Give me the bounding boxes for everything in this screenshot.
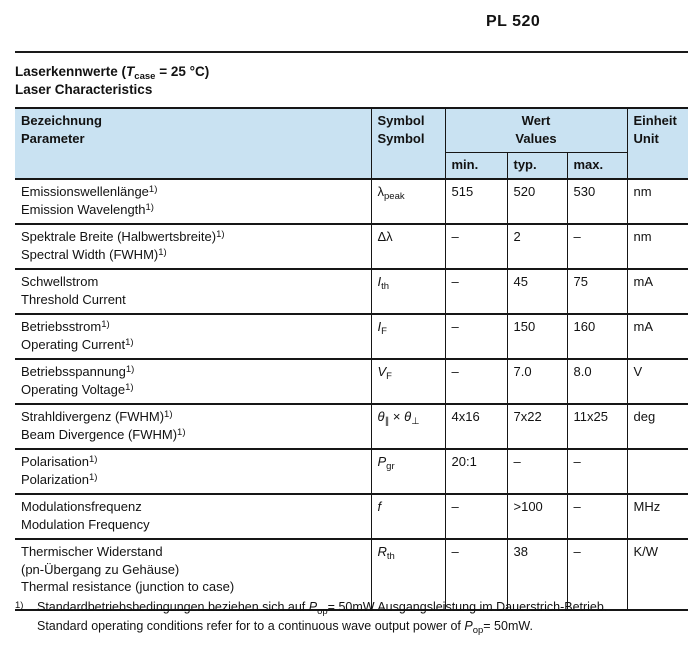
max-value-cell: – xyxy=(567,449,627,494)
column-header-min: min. xyxy=(445,153,507,180)
unit-cell: MHz xyxy=(627,494,688,539)
parameter-line: Betriebsspannung$^{1)}$ xyxy=(21,364,135,379)
symbol-cell: $\theta_\parallel \times \theta_\perp$ xyxy=(371,404,445,449)
parameter-line: Spektrale Breite (Halbwertsbreite)$^{1)}$ xyxy=(21,229,225,244)
parameter-line: (pn-Übergang zu Gehäuse) xyxy=(21,561,180,577)
symbol-cell: $I_{th}$ xyxy=(371,269,445,314)
max-value-cell: 75 xyxy=(567,269,627,314)
symbol-cell: $I_F$ xyxy=(371,314,445,359)
parameter-cell xyxy=(15,449,371,494)
product-title: PL 520 xyxy=(486,13,541,30)
typ-value-cell: >100 xyxy=(507,494,567,539)
parameter-line: Spectral Width (FWHM)$^{1)}$ xyxy=(21,246,167,262)
table-row xyxy=(15,449,688,494)
symbol-cell: $P_{gr}$ xyxy=(371,449,445,494)
min-value-cell: 4x16 xyxy=(445,404,507,449)
parameter-line: Thermal resistance (junction to case) xyxy=(21,579,235,594)
section-title-de: Laserkennwerte ($T_{case} = 25$ °C) xyxy=(15,64,210,82)
table-row xyxy=(15,314,688,359)
section-title-en: Laser Characteristics xyxy=(15,82,153,97)
unit-cell: mA xyxy=(627,314,688,359)
max-value-cell: 8.0 xyxy=(567,359,627,404)
min-value-cell: – xyxy=(445,224,507,269)
parameter-line: Operating Current$^{1)}$ xyxy=(21,336,134,352)
unit-cell: V xyxy=(627,359,688,404)
max-value-cell: – xyxy=(567,539,627,610)
min-value-cell: – xyxy=(445,539,507,610)
min-value-cell: – xyxy=(445,494,507,539)
typ-value-cell: 520 xyxy=(507,179,567,224)
parameter-line: Emission Wavelength$^{1)}$ xyxy=(21,201,154,217)
unit-cell: nm xyxy=(627,179,688,224)
symbol-cell: $V_F$ xyxy=(371,359,445,404)
typ-value-cell: 2 xyxy=(507,224,567,269)
symbol-cell: $\lambda_{peak}$ xyxy=(371,179,445,224)
footnote-line-de: Standardbetriebsbedingungen beziehen sich auf $P_{op}= 50mW$ Ausgangsleistung im Dauerstrich-Betrieb. xyxy=(37,600,608,617)
unit-cell: K/W xyxy=(627,539,688,610)
footnote xyxy=(15,598,688,636)
parameter-cell xyxy=(15,269,371,314)
max-value-cell: – xyxy=(567,494,627,539)
min-value-cell: 20:1 xyxy=(445,449,507,494)
column-header-typ: typ. xyxy=(507,153,567,180)
parameter-line: Operating Voltage$^{1)}$ xyxy=(21,381,134,397)
parameter-line: Modulationsfrequenz xyxy=(21,499,142,514)
column-header-unit: Einheit Unit xyxy=(627,108,688,179)
min-value-cell: 515 xyxy=(445,179,507,224)
unit-cell: mA xyxy=(627,269,688,314)
parameter-line: Polarisation$^{1)}$ xyxy=(21,454,98,469)
parameter-cell xyxy=(15,359,371,404)
section-heading xyxy=(15,63,209,99)
parameter-line: Thermischer Widerstand xyxy=(21,544,163,559)
footnote-marker: 1) xyxy=(15,600,24,611)
symbol-cell: $R_{th}$ xyxy=(371,539,445,610)
typ-value-cell: 7.0 xyxy=(507,359,567,404)
min-value-cell: – xyxy=(445,359,507,404)
parameter-line: Threshold Current xyxy=(21,291,126,307)
column-header-values: Wert Values xyxy=(445,108,627,153)
max-value-cell: 160 xyxy=(567,314,627,359)
parameter-line: Emissionswellenlänge$^{1)}$ xyxy=(21,184,158,199)
parameter-cell xyxy=(15,404,371,449)
unit-cell xyxy=(627,449,688,494)
parameter-line: Polarization$^{1)}$ xyxy=(21,471,98,487)
table-row xyxy=(15,494,688,539)
parameter-line: Beam Divergence (FWHM)$^{1)}$ xyxy=(21,426,186,442)
max-value-cell: 530 xyxy=(567,179,627,224)
unit-cell: nm xyxy=(627,224,688,269)
parameter-line: Schwellstrom xyxy=(21,274,99,289)
column-header-symbol: Symbol Symbol xyxy=(371,108,445,179)
table-row xyxy=(15,404,688,449)
table-header xyxy=(15,108,688,179)
typ-value-cell: 7x22 xyxy=(507,404,567,449)
parameter-cell xyxy=(15,494,371,539)
parameter-cell xyxy=(15,314,371,359)
typ-value-cell: 150 xyxy=(507,314,567,359)
table-body xyxy=(15,179,688,610)
column-header-max: max. xyxy=(567,153,627,180)
table-row xyxy=(15,269,688,314)
min-value-cell: – xyxy=(445,314,507,359)
symbol-cell: Δλ xyxy=(371,224,445,269)
laser-characteristics-table xyxy=(15,107,688,611)
unit-cell: deg xyxy=(627,404,688,449)
max-value-cell: 11x25 xyxy=(567,404,627,449)
parameter-line: Strahldivergenz (FWHM)$^{1)}$ xyxy=(21,409,173,424)
min-value-cell: – xyxy=(445,269,507,314)
table-row xyxy=(15,179,688,224)
typ-value-cell: – xyxy=(507,449,567,494)
table-row xyxy=(15,224,688,269)
parameter-line: Modulation Frequency xyxy=(21,516,150,532)
typ-value-cell: 38 xyxy=(507,539,567,610)
parameter-cell xyxy=(15,224,371,269)
max-value-cell: – xyxy=(567,224,627,269)
parameter-cell xyxy=(15,179,371,224)
top-divider xyxy=(15,51,688,53)
table-row xyxy=(15,359,688,404)
column-header-parameter: Bezeichnung Parameter xyxy=(15,108,371,179)
symbol-cell: f xyxy=(371,494,445,539)
parameter-line: Betriebsstrom$^{1)}$ xyxy=(21,319,110,334)
footnote-line-en: Standard operating conditions refer for to a continuous wave output power of $P_{op}= 50mW$. xyxy=(37,619,533,636)
typ-value-cell: 45 xyxy=(507,269,567,314)
